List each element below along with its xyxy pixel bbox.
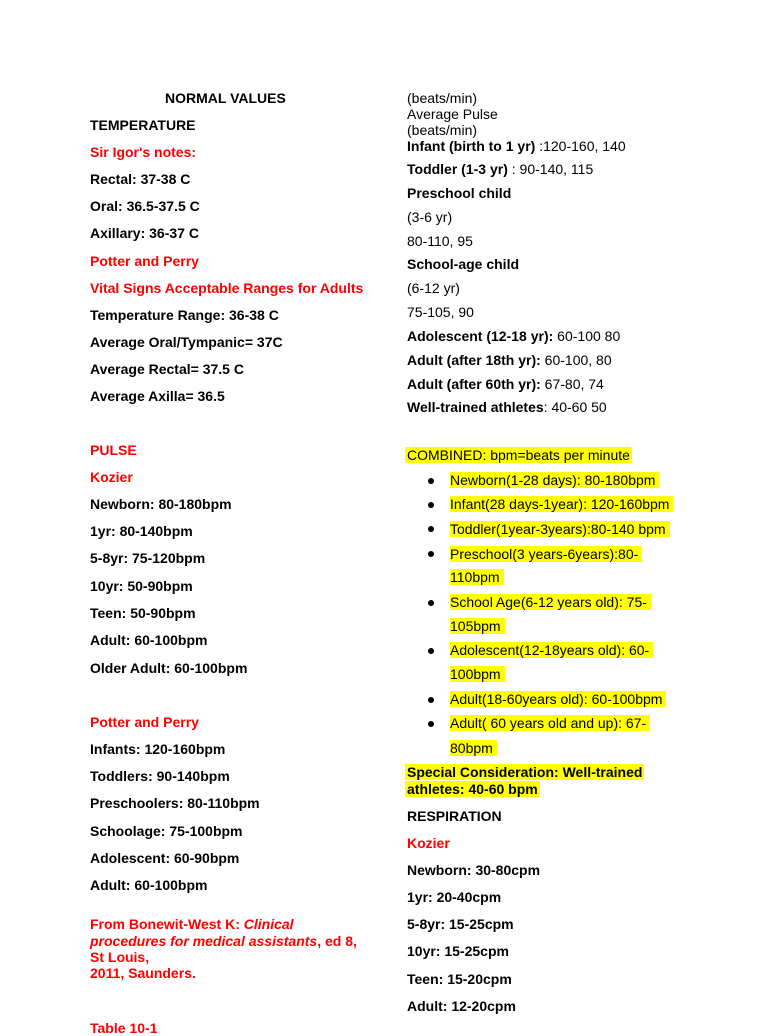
athletes-value: : 40-60 50 <box>543 399 607 415</box>
combined-bullet-cont: 110bpm <box>450 569 504 585</box>
special-consideration-1: Special Consideration: Well-trained <box>407 764 643 780</box>
cut-off-heading-text: Table 10-1 <box>90 1020 158 1036</box>
resp-kozier-item: Teen: 15-20cpm <box>407 971 512 987</box>
adult60-label: Adult (after 60th yr): <box>407 376 541 392</box>
combined-bullet: Newborn(1-28 days): 80-180bpm <box>450 472 659 488</box>
citation-city: St Louis, <box>90 949 150 965</box>
infant-label: Infant (birth to 1 yr) <box>407 138 536 154</box>
avg-rectal: Average Rectal= 37.5 C <box>90 361 244 377</box>
adolescent-value: 60-100 80 <box>553 328 621 344</box>
resp-kozier-item: Adult: 12-20cpm <box>407 998 516 1014</box>
pulse-kozier-item: Teen: 50-90bpm <box>90 605 196 621</box>
igor-notes-label: Sir Igor's notes: <box>90 144 197 160</box>
beats-min-label: (beats/min) <box>407 122 478 138</box>
pulse-potter-item: Toddlers: 90-140bpm <box>90 768 230 784</box>
pulse-potter-item: Preschoolers: 80-110bpm <box>90 795 260 811</box>
school-age: (6-12 yr) <box>407 280 460 296</box>
combined-heading: COMBINED: bpm=beats per minute <box>407 447 630 463</box>
preschool-label: Preschool child <box>407 185 512 201</box>
combined-bullet: School Age(6-12 years old): 75- <box>450 594 651 610</box>
bullet-icon <box>428 721 434 727</box>
special-consideration-2: athletes: 40-60 bpm <box>407 781 538 797</box>
temperature-heading: TEMPERATURE <box>90 117 196 133</box>
adolescent-row <box>407 328 620 344</box>
toddler-label: Toddler (1-3 yr) <box>407 161 508 177</box>
rectal-temp: Rectal: 37-38 C <box>90 171 191 187</box>
resp-kozier-item: Newborn: 30-80cpm <box>407 862 541 878</box>
pulse-potter-item: Adult: 60-100bpm <box>90 877 208 893</box>
combined-bullet: Toddler(1year-3years):80-140 bpm <box>450 521 670 537</box>
citation-line-2 <box>90 933 357 949</box>
preschool-age: (3-6 yr) <box>407 209 453 225</box>
avg-oral: Average Oral/Tympanic= 37C <box>90 334 283 350</box>
citation-title-1: Clinical <box>243 916 294 932</box>
combined-bullet: Preschool(3 years-6years):80- <box>450 546 642 562</box>
pulse-kozier-item: 5-8yr: 75-120bpm <box>90 550 206 566</box>
citation-year: 2011, Saunders. <box>90 965 196 981</box>
athletes-row <box>407 399 607 415</box>
source-potter-perry: Potter and Perry <box>90 253 199 269</box>
pulse-potter-item: Adolescent: 60-90bpm <box>90 850 240 866</box>
bullet-icon <box>428 478 434 484</box>
adult60-value: 67-80, 74 <box>540 376 604 392</box>
toddler-row <box>407 161 593 177</box>
bullet-icon <box>428 648 434 654</box>
school-value: 75-105, 90 <box>407 304 474 320</box>
average-pulse-label: Average Pulse <box>407 106 498 122</box>
adolescent-label: Adolescent (12-18 yr): <box>407 328 554 344</box>
page-title: NORMAL VALUES <box>165 90 286 106</box>
source-kozier: Kozier <box>90 469 133 485</box>
bullet-icon <box>428 551 434 557</box>
resp-kozier-item: 5-8yr: 15-25cpm <box>407 916 514 932</box>
respiration-heading: RESPIRATION <box>407 808 502 824</box>
combined-bullet-cont: 80bpm <box>450 740 497 756</box>
adult-value: 60-100, 80 <box>540 352 612 368</box>
temp-range: Temperature Range: 36-38 C <box>90 307 279 323</box>
cut-off-heading <box>90 1016 200 1036</box>
pulse-kozier-item: Older Adult: 60-100bpm <box>90 660 248 676</box>
combined-bullet-cont: 100bpm <box>450 666 505 682</box>
avg-axilla: Average Axilla= 36.5 <box>90 388 225 404</box>
vital-signs-heading: Vital Signs Acceptable Ranges for Adults <box>90 280 364 296</box>
citation-title-2: procedures for medical assistants <box>90 933 318 949</box>
source-potter-perry: Potter and Perry <box>90 714 199 730</box>
bullet-icon <box>428 502 434 508</box>
resp-kozier-item: 1yr: 20-40cpm <box>407 889 502 905</box>
pulse-heading: PULSE <box>90 442 137 458</box>
adult-label: Adult (after 18th yr): <box>407 352 541 368</box>
school-label: School-age child <box>407 256 520 272</box>
citation-edition: , ed 8, <box>317 933 357 949</box>
axillary-temp: Axillary: 36-37 C <box>90 225 199 241</box>
athletes-label: Well-trained athletes <box>407 399 544 415</box>
bullet-icon <box>428 526 434 532</box>
beats-min-label: (beats/min) <box>407 90 478 106</box>
citation-prefix: From Bonewit-West K: <box>90 916 244 932</box>
pulse-kozier-item: Adult: 60-100bpm <box>90 632 208 648</box>
infant-row <box>407 138 626 154</box>
combined-bullet-cont: 105bpm <box>450 618 505 634</box>
pulse-potter-item: Schoolage: 75-100bpm <box>90 823 243 839</box>
pulse-kozier-item: Newborn: 80-180bpm <box>90 496 232 512</box>
combined-bullet: Adult( 60 years old and up): 67- <box>450 715 650 731</box>
source-kozier: Kozier <box>407 835 450 851</box>
combined-bullet: Adolescent(12-18years old): 60- <box>450 642 653 658</box>
adult60-row <box>407 376 604 392</box>
citation-line-1 <box>90 916 294 932</box>
combined-bullet: Infant(28 days-1year): 120-160bpm <box>450 496 673 512</box>
oral-temp: Oral: 36.5-37.5 C <box>90 198 200 214</box>
adult-row <box>407 352 612 368</box>
pulse-kozier-item: 10yr: 50-90bpm <box>90 578 193 594</box>
pulse-potter-item: Infants: 120-160bpm <box>90 741 226 757</box>
toddler-value: : 90-140, 115 <box>507 161 594 177</box>
combined-bullet: Adult(18-60years old): 60-100bpm <box>450 691 666 707</box>
preschool-value: 80-110, 95 <box>407 233 473 249</box>
bullet-icon <box>428 697 434 703</box>
infant-value: :120-160, 140 <box>535 138 626 154</box>
resp-kozier-item: 10yr: 15-25cpm <box>407 943 509 959</box>
bullet-icon <box>428 600 434 606</box>
pulse-kozier-item: 1yr: 80-140bpm <box>90 523 193 539</box>
